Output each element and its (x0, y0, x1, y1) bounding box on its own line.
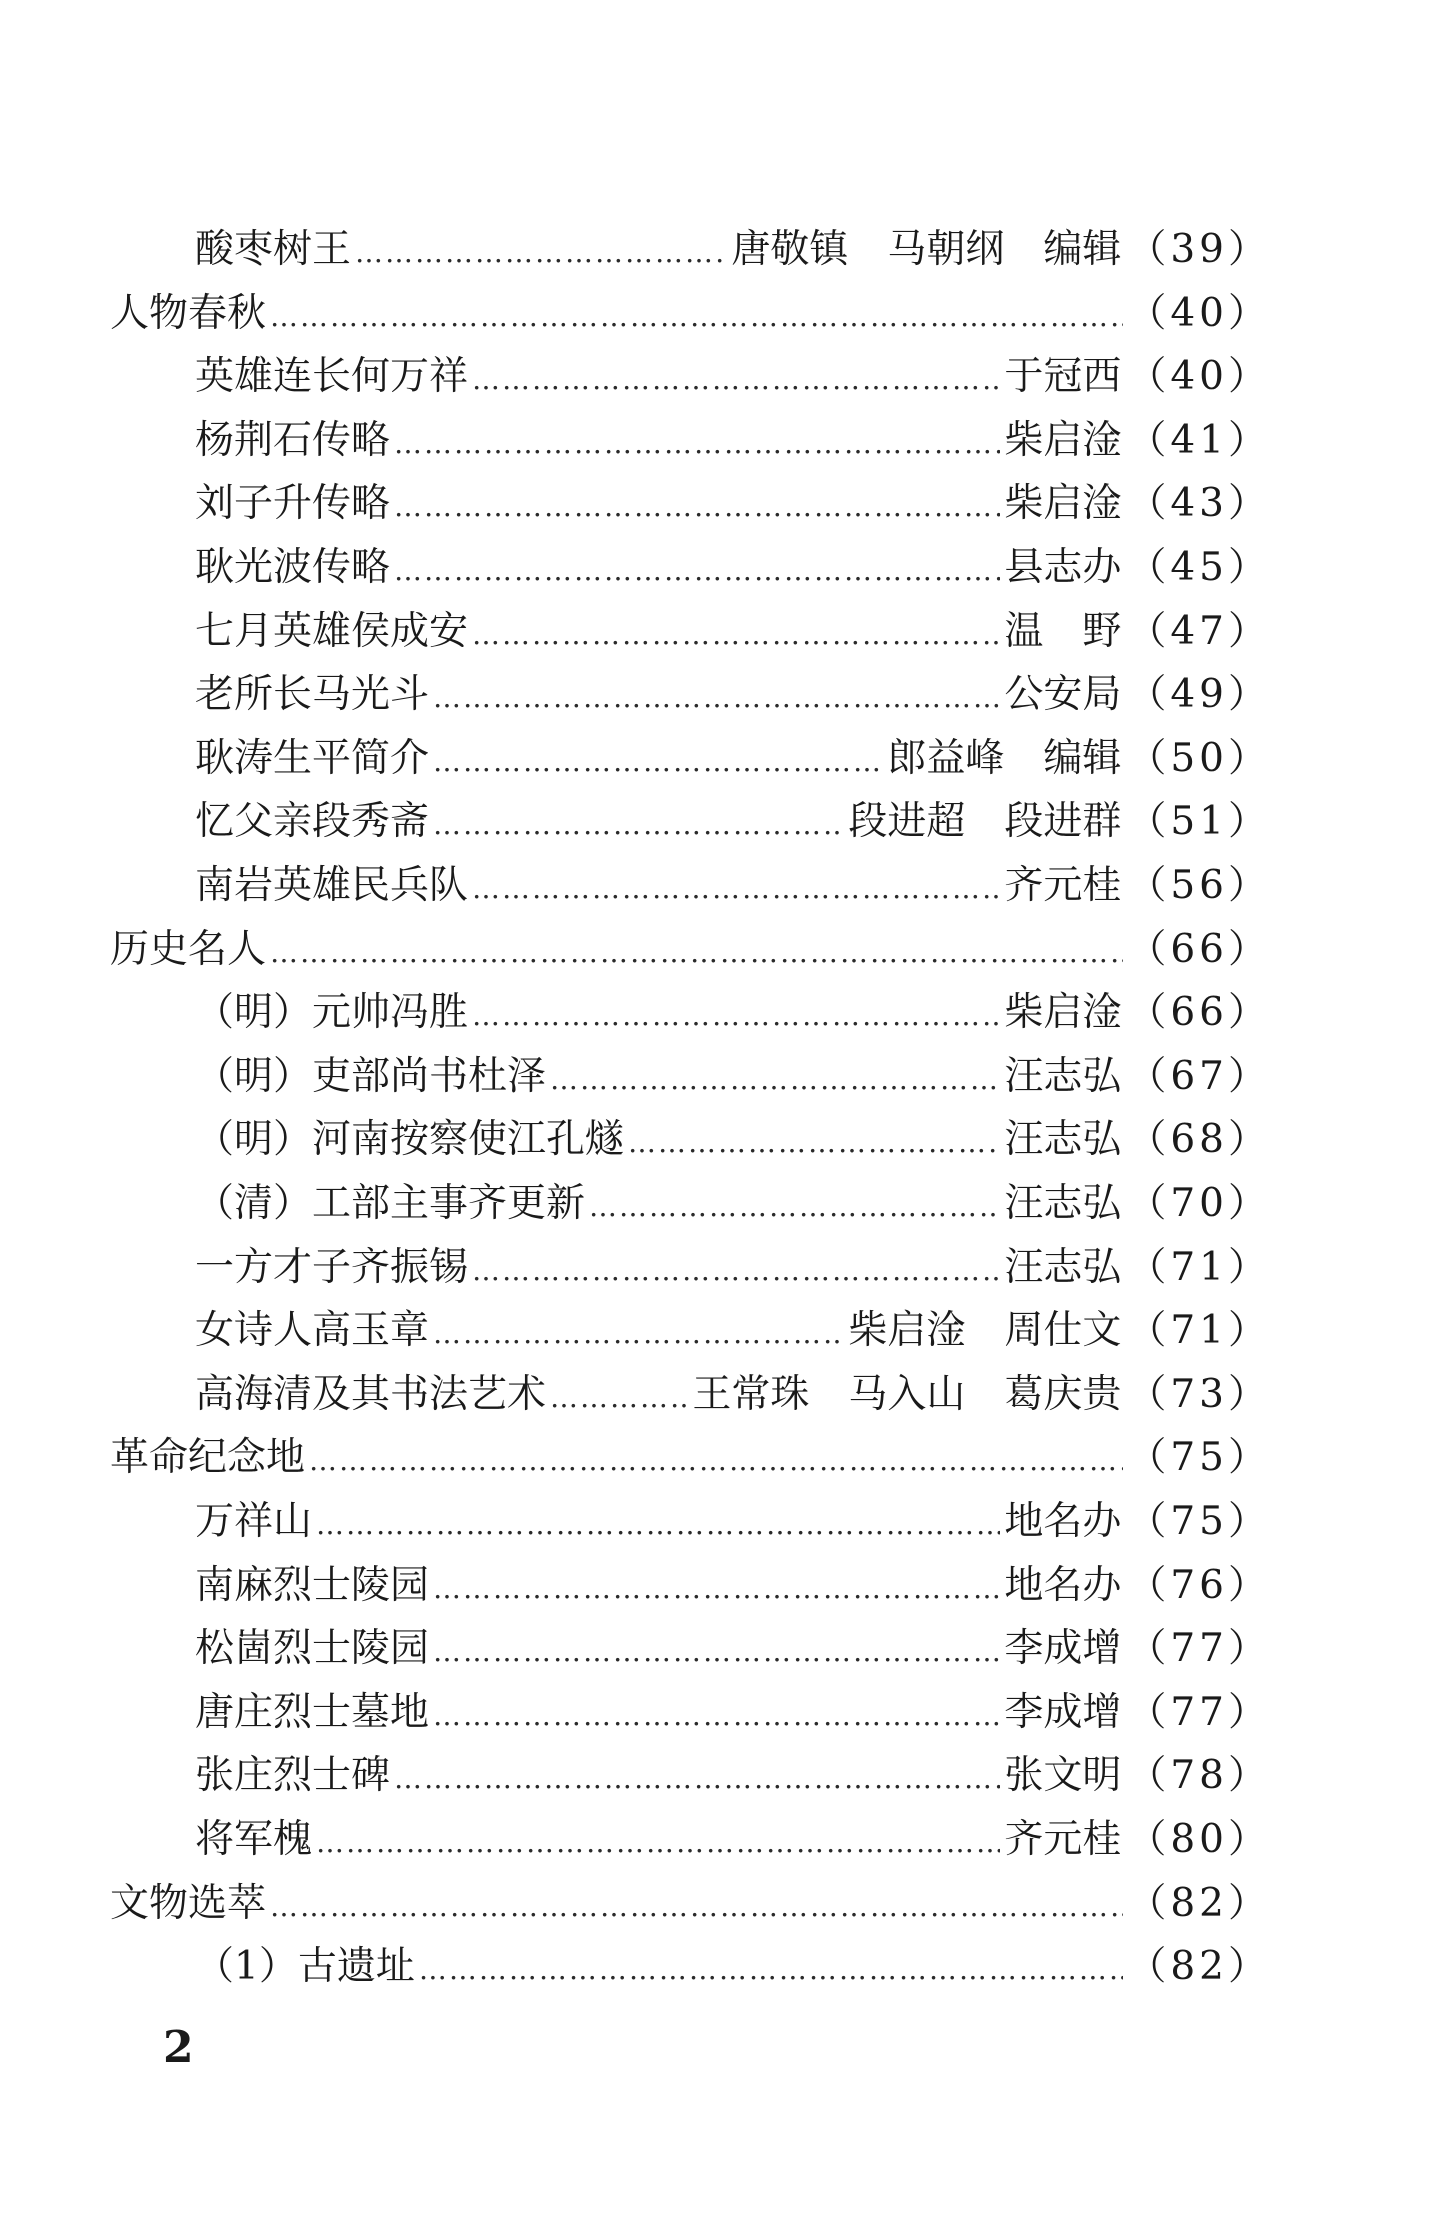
toc-entry-title: 酸枣树王 (195, 227, 352, 272)
toc-entry[interactable] (195, 794, 1271, 850)
toc-entry-author: 温 野 (1004, 608, 1122, 654)
toc-entry-page: （50） (1127, 735, 1271, 781)
toc-entry-title: 刘子升传略 (195, 481, 391, 527)
toc-entry-page: （66） (1127, 926, 1271, 972)
toc-dot-leader (433, 1306, 844, 1362)
toc-entry-title: 万祥山 (195, 1499, 313, 1544)
toc-entry-page: （75） (1127, 1435, 1271, 1481)
toc-entry[interactable] (195, 1621, 1271, 1677)
toc-entry-author: 张文明 (1004, 1753, 1122, 1799)
toc-entry-page: （68） (1127, 1117, 1271, 1163)
toc-entry-author: 汪志弘 (1004, 1053, 1122, 1099)
toc-entry[interactable] (195, 1812, 1271, 1868)
toc-entry-author: 柴启淦 (1004, 417, 1122, 463)
toc-entry-title: 历史名人 (110, 926, 267, 972)
toc-section-heading[interactable] (110, 1876, 1271, 1932)
toc-entry-author: 柴启淦 周仕文 (848, 1308, 1122, 1354)
toc-entry-author: 汪志弘 (1004, 1117, 1122, 1163)
toc-dot-leader (472, 607, 1000, 663)
toc-entry-author: 齐元桂 (1004, 863, 1122, 908)
toc-entry-author: 地名办 (1004, 1499, 1122, 1544)
toc-dot-leader (433, 734, 883, 790)
toc-entry-page: （71） (1127, 1308, 1271, 1354)
toc-entry-author: 郎益峰 编辑 (887, 735, 1122, 781)
toc-dot-leader (433, 1624, 1000, 1680)
toc-entry-author: 唐敬镇 马朝纲 编辑 (731, 227, 1122, 272)
toc-entry-page: （77） (1127, 1689, 1271, 1735)
toc-entry[interactable] (195, 540, 1271, 596)
toc-entry-author: 汪志弘 (1004, 1181, 1122, 1226)
toc-entry-page: （41） (1127, 417, 1271, 463)
toc-entry[interactable] (195, 604, 1271, 660)
toc-entry-page: （82） (1127, 1880, 1271, 1926)
toc-entry-title: （明）元帅冯胜 (195, 990, 469, 1036)
toc-entry-author: 柴启淦 (1004, 990, 1122, 1036)
toc-entry-author: 段进超 段进群 (848, 799, 1122, 845)
toc-entry-page: （71） (1127, 1244, 1271, 1290)
toc-dot-leader (270, 289, 1123, 345)
toc-entry[interactable] (195, 667, 1271, 723)
toc-dot-leader (316, 1497, 1000, 1553)
toc-entry-title: 松崮烈士陵园 (195, 1626, 430, 1672)
toc-dot-leader (309, 1433, 1123, 1489)
toc-entry[interactable] (195, 858, 1271, 914)
toc-entry-title: 耿光波传略 (195, 545, 391, 590)
toc-entry[interactable] (195, 1112, 1271, 1168)
toc-entry[interactable] (195, 1939, 1271, 1995)
toc-dot-leader (270, 1879, 1123, 1935)
toc-dot-leader (472, 988, 1000, 1044)
toc-entry-page: （40） (1127, 290, 1271, 336)
toc-entry-author: 李成增 (1004, 1626, 1122, 1672)
toc-entry-title: （1）古遗址 (195, 1944, 415, 1990)
toc-dot-leader (394, 1751, 1000, 1807)
toc-section-heading[interactable] (110, 1430, 1271, 1486)
toc-entry-page: （82） (1127, 1944, 1271, 1990)
toc-dot-leader (394, 416, 1000, 472)
toc-entry[interactable] (195, 1049, 1271, 1105)
toc-entry-page: （77） (1127, 1626, 1271, 1672)
toc-entry-page: （73） (1127, 1371, 1271, 1417)
toc-entry[interactable] (195, 1176, 1271, 1232)
toc-entry-page: （76） (1127, 1562, 1271, 1608)
toc-entry[interactable] (195, 1240, 1271, 1296)
toc-entry-author: 于冠西 (1004, 354, 1122, 400)
toc-entry-author: 县志办 (1004, 545, 1122, 590)
toc-dot-leader (316, 1815, 1000, 1871)
toc-entry-title: 一方才子齐振锡 (195, 1244, 469, 1290)
toc-entry-title: （明）河南按察使江孔燧 (195, 1117, 625, 1163)
toc-entry[interactable] (195, 1558, 1271, 1614)
toc-section-heading[interactable] (110, 922, 1271, 978)
toc-entry-title: 高海清及其书法艺术 (195, 1371, 547, 1417)
toc-entry-title: 杨荆石传略 (195, 417, 391, 463)
toc-entry[interactable] (195, 985, 1271, 1041)
toc-entry-title: 老所长马光斗 (195, 672, 430, 718)
toc-entry-author: 王常珠 马入山 葛庆贵 (692, 1371, 1122, 1417)
toc-entry-title: 七月英雄侯成安 (195, 608, 469, 654)
toc-entry[interactable] (195, 1367, 1271, 1423)
toc-dot-leader (355, 225, 727, 281)
toc-entry-page: （47） (1127, 608, 1271, 654)
toc-entry-page: （75） (1127, 1499, 1271, 1544)
toc-entry[interactable] (195, 222, 1271, 278)
toc-dot-leader (394, 543, 1000, 599)
toc-entry-page: （80） (1127, 1817, 1271, 1862)
toc-entry[interactable] (195, 349, 1271, 405)
toc-entry-author: 李成增 (1004, 1689, 1122, 1735)
toc-entry-title: 英雄连长何万祥 (195, 354, 469, 400)
toc-dot-leader (472, 352, 1000, 408)
toc-entry-author: 公安局 (1004, 672, 1122, 718)
toc-entry-page: （70） (1127, 1181, 1271, 1226)
toc-dot-leader (589, 1179, 1000, 1235)
toc-entry[interactable] (195, 1685, 1271, 1741)
toc-entry-page: （66） (1127, 990, 1271, 1036)
toc-entry-page: （39） (1127, 227, 1271, 272)
toc-entry-page: （43） (1127, 481, 1271, 527)
toc-entry-author: 齐元桂 (1004, 1817, 1122, 1862)
toc-entry-page: （45） (1127, 545, 1271, 590)
toc-entry-title: 革命纪念地 (110, 1435, 306, 1481)
toc-entry-page: （78） (1127, 1753, 1271, 1799)
toc-entry-title: 女诗人高玉章 (195, 1308, 430, 1354)
toc-dot-leader (394, 479, 1000, 535)
toc-entry[interactable] (195, 731, 1271, 787)
toc-entry[interactable] (195, 1748, 1271, 1804)
toc-entry-title: （清）工部主事齐更新 (195, 1181, 586, 1226)
toc-entry[interactable] (195, 1494, 1271, 1550)
toc-entry[interactable] (195, 1303, 1271, 1359)
toc-entry-title: 南麻烈士陵园 (195, 1562, 430, 1608)
toc-entry-page: （49） (1127, 672, 1271, 718)
toc-entry-title: 文物选萃 (110, 1880, 267, 1926)
toc-dot-leader (472, 861, 1000, 917)
toc-entry-title: 耿涛生平简介 (195, 735, 430, 781)
toc-section-heading[interactable] (110, 286, 1271, 342)
toc-entry-title: 忆父亲段秀斋 (195, 799, 430, 845)
toc-dot-leader (270, 925, 1123, 981)
toc-entry-title: 南岩英雄民兵队 (195, 863, 469, 908)
toc-entry-page: （56） (1127, 863, 1271, 908)
toc-entry-title: （明）吏部尚书杜泽 (195, 1053, 547, 1099)
toc-dot-leader (433, 1561, 1000, 1617)
toc-dot-leader (550, 1052, 1000, 1108)
toc-entry-page: （51） (1127, 799, 1271, 845)
toc-dot-leader (433, 797, 844, 853)
toc-dot-leader (433, 670, 1000, 726)
page-number: 2 (163, 2022, 194, 2073)
toc-dot-leader (472, 1243, 1000, 1299)
toc-entry[interactable] (195, 413, 1271, 469)
toc-entry-title: 张庄烈士碑 (195, 1753, 391, 1799)
toc-dot-leader (433, 1688, 1000, 1744)
toc-entry-title: 唐庄烈士墓地 (195, 1689, 430, 1735)
toc-dot-leader (419, 1942, 1124, 1998)
toc-entry-title: 将军槐 (195, 1817, 313, 1862)
toc-dot-leader (628, 1115, 1000, 1171)
toc-entry-page: （40） (1127, 354, 1271, 400)
toc-entry-author: 柴启淦 (1004, 481, 1122, 527)
toc-entry-title: 人物春秋 (110, 290, 267, 336)
toc-entry-author: 汪志弘 (1004, 1244, 1122, 1290)
toc-entry-page: （67） (1127, 1053, 1271, 1099)
toc-dot-leader (550, 1370, 688, 1426)
toc-entry-author: 地名办 (1004, 1562, 1122, 1608)
toc-entry[interactable] (195, 476, 1271, 532)
